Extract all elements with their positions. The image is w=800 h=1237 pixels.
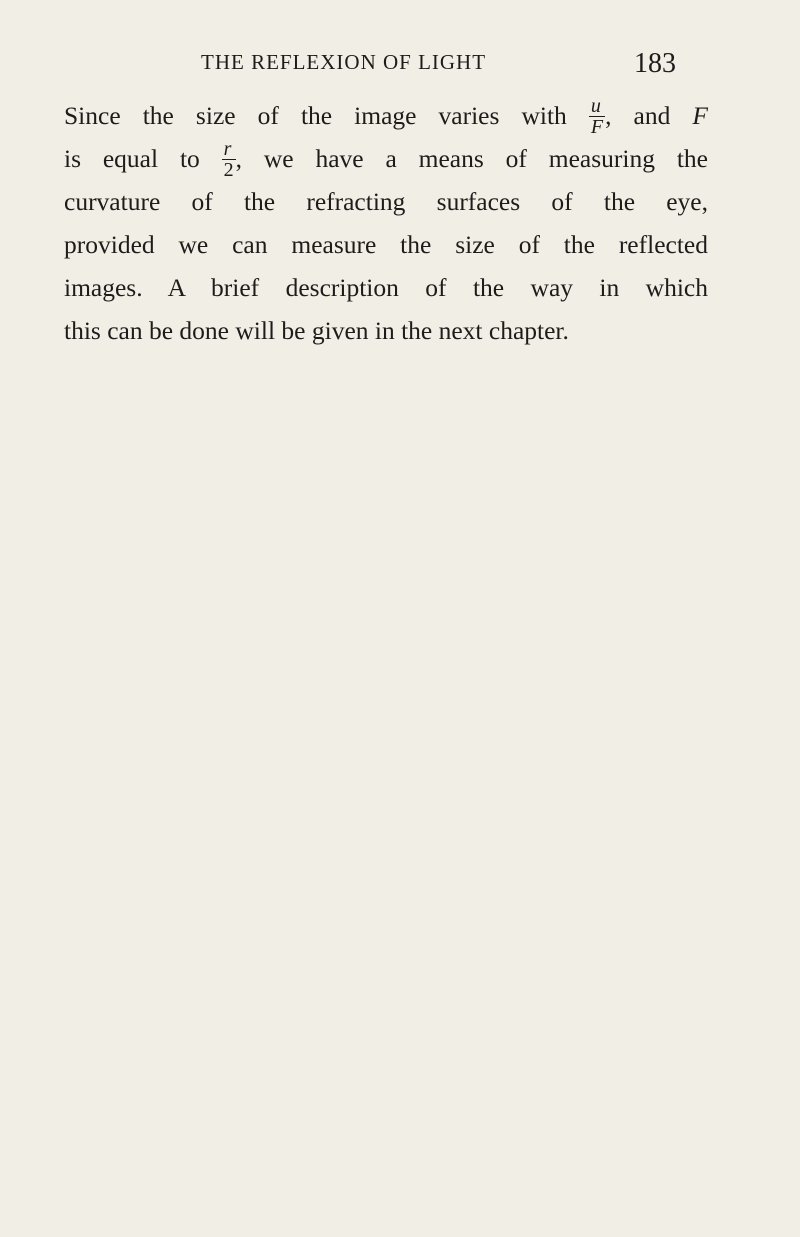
line1-text-after: , and	[605, 101, 671, 130]
text-line-5: images. A brief description of the way in which	[64, 273, 708, 302]
text-line-3: curvature of the refracting surfaces of the eye,	[64, 187, 708, 216]
line2-text-after: , we have a means of measuring the	[235, 144, 708, 173]
page-number: 183	[634, 48, 676, 79]
variable-f: F	[692, 101, 708, 130]
running-title: THE REFLEXION OF LIGHT	[201, 50, 487, 74]
fraction-u-over-f	[589, 96, 605, 137]
line2-text-before: is equal to	[64, 144, 200, 173]
body-paragraph	[64, 94, 708, 352]
fraction-denominator: 2	[223, 158, 234, 181]
fraction-r-over-2	[222, 139, 236, 180]
fraction-denominator: F	[590, 115, 604, 138]
fraction-numerator: u	[589, 96, 605, 117]
text-line-6: this can be done will be given in the next chapter.	[64, 316, 569, 345]
line1-text-before: Since the size of the image varies with	[64, 101, 567, 130]
page-header	[0, 48, 800, 88]
text-line-2	[64, 137, 708, 180]
text-line-1	[64, 94, 708, 137]
text-line-4: provided we can measure the size of the reflected	[64, 230, 708, 259]
fraction-numerator: r	[222, 139, 236, 160]
